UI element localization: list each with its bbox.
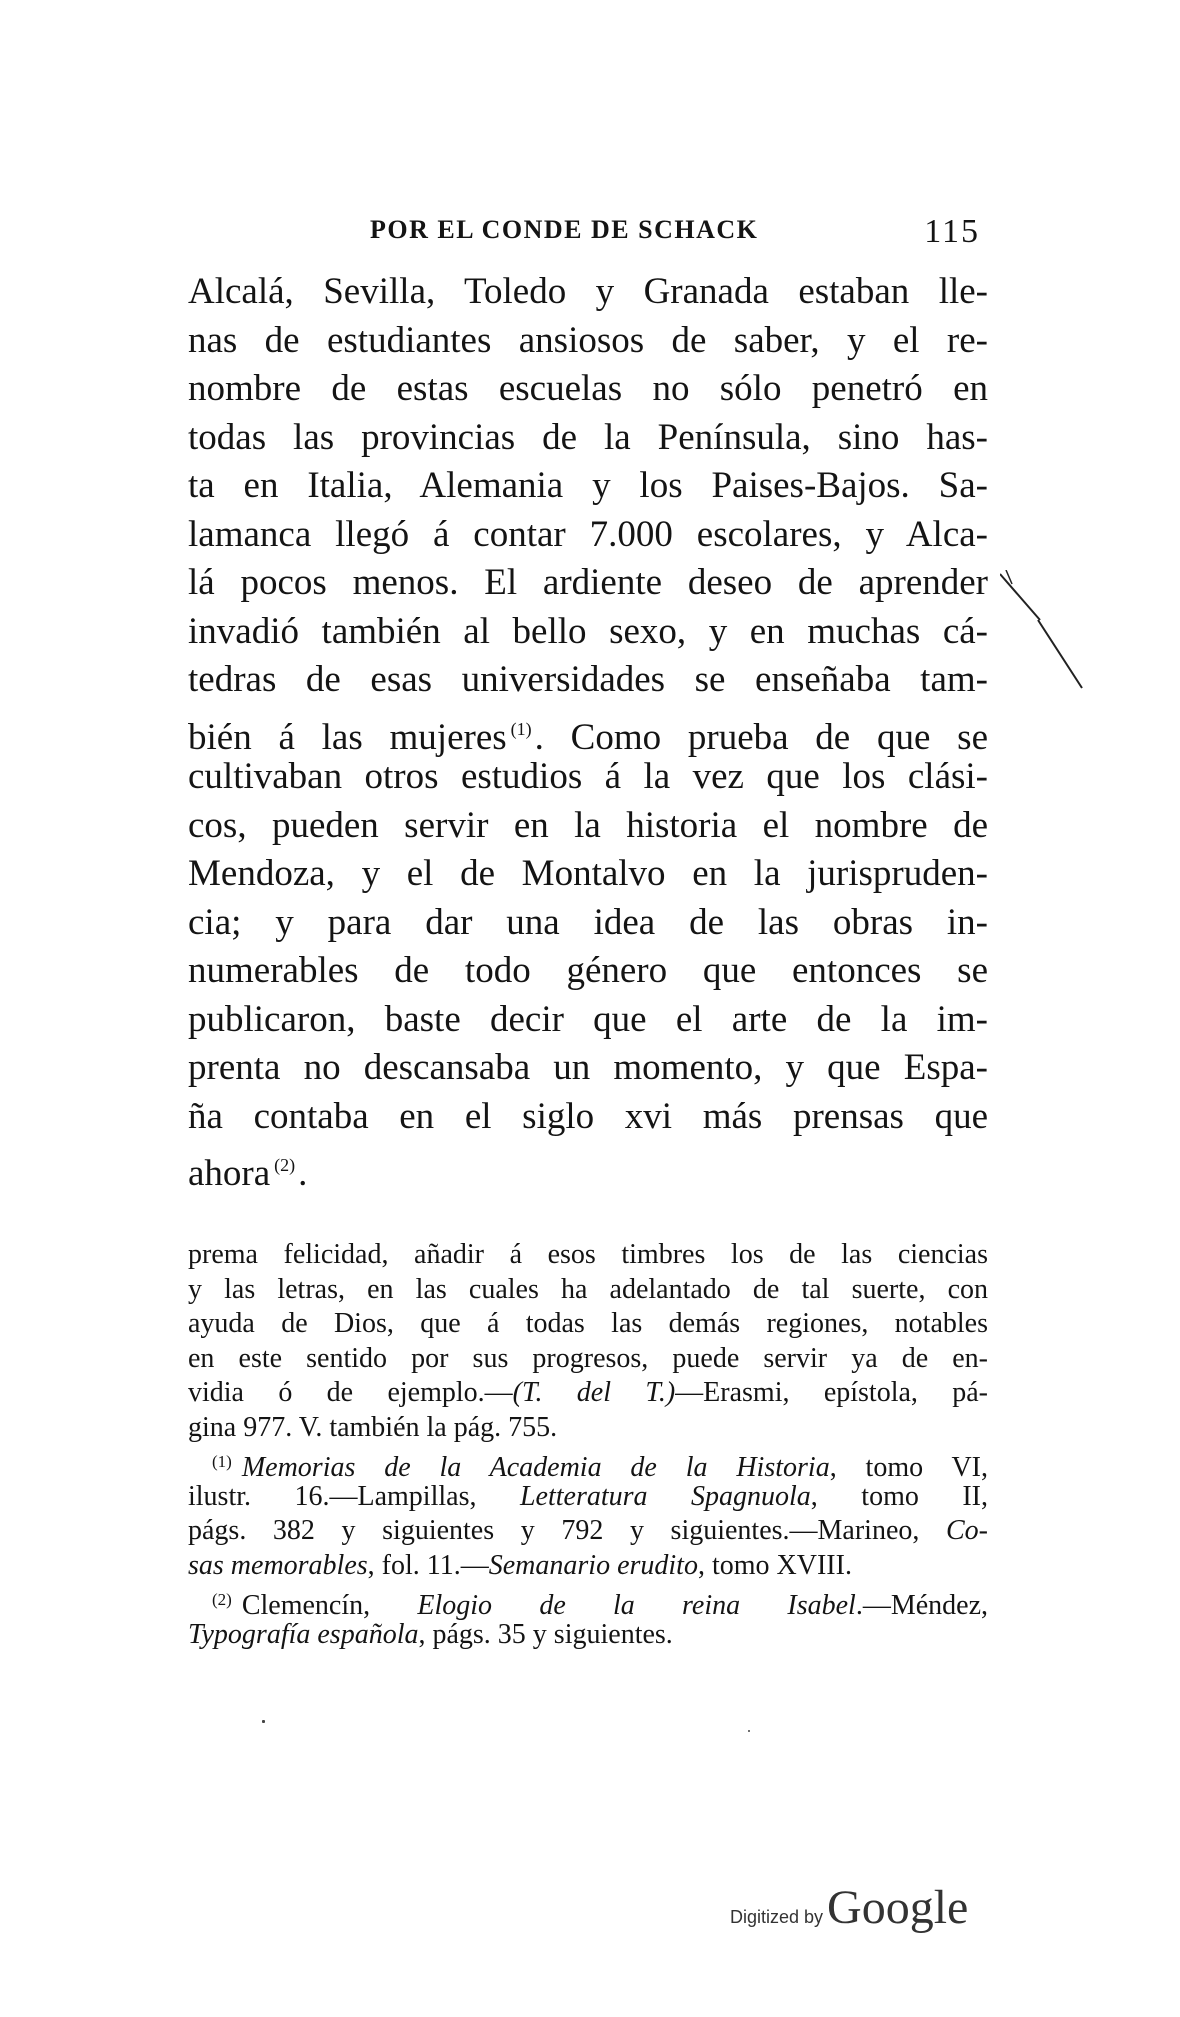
text-line: lá pocos menos. El ardiente deseo de aprender bbox=[188, 562, 988, 603]
digitized-watermark bbox=[730, 1880, 968, 1940]
text-line: nombre de estas escuelas no sólo penetró en bbox=[188, 368, 988, 409]
page-number: 115 bbox=[924, 213, 980, 250]
footnote-line: prema felicidad, añadir á esos timbres los de las ciencias bbox=[188, 1239, 988, 1270]
footnote-line: gina 977. V. también la pág. 755. bbox=[188, 1411, 558, 1443]
footnote-line: y las letras, en las cuales ha adelantado de tal suerte, con bbox=[188, 1273, 988, 1305]
page-header bbox=[370, 213, 980, 253]
text-line: tedras de esas universidades se enseñaba tam- bbox=[188, 659, 988, 700]
footnote-ref-1[interactable]: (1) bbox=[510, 718, 532, 739]
text-segment: ilustr. 16.—Lampillas, bbox=[188, 1480, 520, 1512]
footnote-marker: (2) bbox=[212, 1590, 232, 1609]
citation-title: Memorias de la Academia de la Historia bbox=[241, 1452, 830, 1483]
google-logo: Google bbox=[827, 1881, 969, 1934]
text-segment: . bbox=[298, 1153, 308, 1194]
text-segment: , fol. 11.— bbox=[367, 1549, 489, 1581]
text-line: todas las provincias de la Península, sino has- bbox=[188, 416, 988, 458]
footnote-marker: (1) bbox=[212, 1452, 232, 1471]
text-line: prenta no descansaba un momento, y que Espa- bbox=[188, 1047, 988, 1088]
text-segment: , tomo VI, bbox=[829, 1452, 988, 1483]
footnote-line bbox=[188, 1514, 988, 1549]
running-head: POR EL CONDE DE SCHACK bbox=[370, 215, 759, 244]
citation-title: Co- bbox=[946, 1515, 988, 1546]
text-line: ta en Italia, Alemania y los Paises-Bajos. Sa- bbox=[188, 465, 988, 506]
text-segment: bién á las mujeres bbox=[188, 716, 507, 758]
text-line: publicaron, baste decir que el arte de la im- bbox=[188, 998, 988, 1040]
footnotes bbox=[188, 1238, 988, 1652]
text-segment: . Como prueba de que se bbox=[534, 716, 988, 758]
text-segment: vidia ó de ejemplo.— bbox=[188, 1377, 513, 1408]
text-line: Mendoza, y el de Montalvo en la jurispruden- bbox=[188, 853, 988, 894]
text-segment: .—Méndez, bbox=[855, 1590, 988, 1621]
text-segment: , págs. 35 y siguientes. bbox=[418, 1618, 673, 1650]
margin-pencil-mark bbox=[1000, 570, 1090, 700]
watermark-caption: Digitized by bbox=[730, 1907, 824, 1927]
translator-note: (T. del T.) bbox=[512, 1377, 676, 1408]
footnote-1 bbox=[188, 1445, 988, 1483]
citation-title: Typografía española bbox=[188, 1618, 419, 1650]
text-line bbox=[188, 705, 988, 758]
citation-title: sas memorables bbox=[188, 1549, 368, 1581]
text-line: numerables de todo género que entonces se bbox=[188, 950, 988, 991]
text-line: ña contaba en el siglo xvi más prensas que bbox=[188, 1095, 988, 1137]
footnote-ref-2[interactable]: (2) bbox=[274, 1155, 296, 1175]
text-segment: ahora bbox=[188, 1153, 271, 1194]
text-segment: , tomo XVIII. bbox=[697, 1549, 852, 1581]
citation-title: Elogio de la reina Isabel bbox=[417, 1590, 856, 1621]
text-line: cia; y para dar una idea de las obras in- bbox=[188, 901, 988, 943]
footnote-line bbox=[188, 1376, 988, 1411]
text-line bbox=[188, 1141, 988, 1194]
text-line: cultivaban otros estudios á la vez que los clási- bbox=[188, 756, 988, 797]
scan-speck bbox=[748, 1730, 750, 1732]
text-segment: Clemencín, bbox=[241, 1590, 418, 1621]
text-line: lamanca llegó á contar 7.000 escolares, y Alca- bbox=[188, 513, 988, 555]
text-line: invadió también al bello sexo, y en muchas cá- bbox=[188, 610, 988, 652]
text-segment: —Erasmi, epístola, pá- bbox=[675, 1377, 989, 1408]
text-segment: págs. 382 y siguientes y 792 y siguientes.—Marineo, bbox=[188, 1515, 946, 1546]
footnote-line bbox=[188, 1549, 988, 1584]
main-text bbox=[188, 268, 988, 1194]
footnote-line: en este sentido por sus progresos, puede servir ya de en- bbox=[188, 1342, 988, 1374]
text-line: Alcalá, Sevilla, Toledo y Granada estaban lle- bbox=[188, 271, 988, 312]
footnote-line: ayuda de Dios, que á todas las demás regiones, notables bbox=[188, 1308, 988, 1339]
text-line: cos, pueden servir en la historia el nombre de bbox=[188, 804, 988, 846]
footnote-2 bbox=[188, 1583, 988, 1621]
text-segment: , tomo II, bbox=[810, 1480, 988, 1512]
footnote-line bbox=[188, 1480, 988, 1515]
scan-speck bbox=[262, 1720, 265, 1723]
citation-title: Letteratura Spagnuola bbox=[519, 1480, 811, 1512]
text-line: nas de estudiantes ansiosos de saber, y el re- bbox=[188, 319, 988, 361]
citation-title: Semanario erudito bbox=[488, 1549, 698, 1581]
footnote-line bbox=[188, 1618, 988, 1653]
